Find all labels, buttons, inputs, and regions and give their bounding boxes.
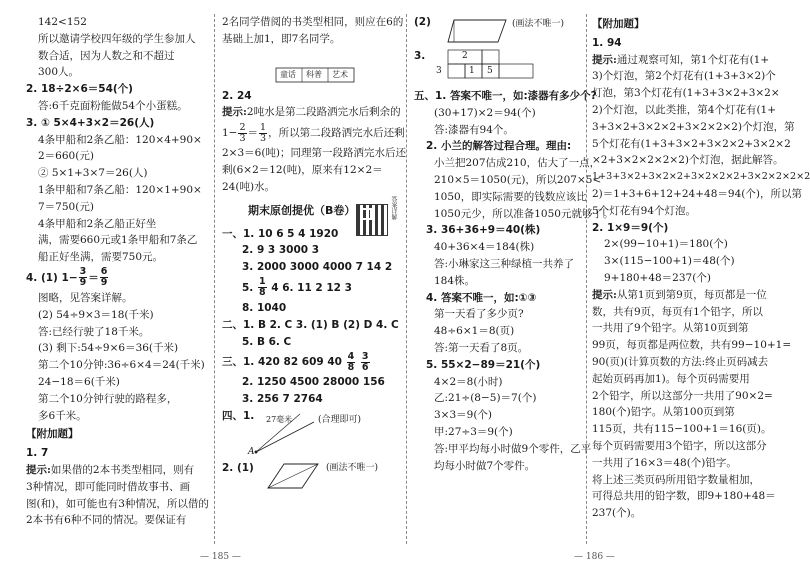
text-line: 第二个10分钟行驶的路程多， [38, 392, 178, 405]
qr-code-icon [356, 204, 388, 236]
section-heading: 【附加题】 [592, 18, 645, 30]
text-line: 1. 7 [26, 447, 49, 460]
text-line: 起始页码再加1)。每个页码需要用 [592, 372, 750, 385]
text-line: 180(个)铅字。从第100页到第 [592, 406, 735, 419]
text-line: 每个页码需要用3个铅字，所以这部分 [592, 439, 767, 452]
text-line: 3+3×2+3×2×2+3×2×2×2)个灯泡，第 [592, 120, 795, 133]
fraction-line: 4. (1) 1− $\frac{3}{9}$ ＝ $\frac{6}{9}$ [26, 266, 108, 289]
text-line: 答:已经行驶了18千米。 [38, 325, 150, 338]
text-line: 8. 1040 [242, 301, 287, 314]
text-line: 一共用了16×3＝48(个)铅字。 [592, 456, 737, 469]
venn-label: 科普 [306, 69, 322, 79]
text-line: ×2+3×2×2×2×2)个灯泡，据此解答。 [592, 154, 784, 167]
question-label: 2. (1) [222, 461, 254, 474]
text-line: (2) 54÷9×3＝18(千米) [38, 308, 154, 321]
view-figure [414, 48, 582, 88]
note-text: (画法不唯一) [326, 462, 379, 473]
text-line: 答:第一天看了8页。 [434, 341, 529, 354]
text-line: 小兰把207估成210，估大了一点， [434, 157, 601, 170]
text-line: 9+180+48＝237(个) [604, 271, 711, 284]
column-divider [214, 14, 215, 544]
text-line: 答:甲平均每小时做9个零件，乙平 [434, 442, 592, 455]
text-line: 7＝750(元) [38, 200, 94, 213]
text-line: 237(个)。 [592, 507, 642, 520]
text-line: 4×2＝8(小时) [434, 375, 503, 388]
text-line: 48÷6×1＝8(页) [434, 325, 515, 338]
text-line: 3. 2000 3000 4000 7 14 2 [242, 261, 393, 274]
text-line: 99页，每页都是两位数，共有99−10+1= [592, 339, 792, 352]
text-line: 2本书有6种不同的情况。要保证有 [26, 514, 187, 527]
fraction-line: 5. $\frac{1}{8}$ 4 6. 11 2 12 3 [242, 276, 352, 299]
answer-column-1: 142<152 所以邀请学校四年级的学生参加人 数合适，因为人数之和不超过 300人。 2. 18÷2×6＝54(个) 答:6千克面粉能做54个小蛋糕。 3. ① 5×4+3×2＝26(人) 4条甲船和2条乙船：120×4+90× 2＝660(元) ② 5×1+3×7＝26(人) 1条甲船和7条乙船：120×1+90× 7＝750(元) 4条甲船和2条乙船正好坐 满，需要660元或1条甲船和7条乙 船正好坐满，需要750元。 4. (1) 1− $\frac{3}{9}$ ＝ $\frac{6}{9}$ 图略，见答案详解。 (2) 54÷9×3＝18(千米) 答:已经行驶了18千米。 (3) 剩下:54÷9×6＝36(千米) 第二个10分钟:36÷6×4＝24(千米) 24−18＝6(千米) 第二个10分钟行驶的路程多， 多6千米。 【附加题】 1. 7 提示:如果借的2本书类型相同，则有 3种情况，即可能同时借故事书、画 图(和)，如可能也有3种情况，所以借的 2本书有6种不同的情况。要保证有 [26, 14, 210, 529]
text-line: 剩(6×2＝12(吨)，原来有12×2＝ [222, 163, 383, 176]
measure-label: 27毫米 [266, 414, 293, 424]
text-line: 第一天看了多少页? [434, 308, 524, 321]
fraction-line: 三、1. 420 82 609 40 $\frac{4}{8}$ $\frac{3}{6}$ [222, 350, 369, 373]
text-line: 甲:27÷3＝9(个) [434, 425, 513, 438]
text-line: 图(和)，如可能也有3种情况，所以借的 [26, 497, 209, 510]
text-line: 数合适，因为人数之和不超过 [38, 49, 175, 62]
fraction: $\frac{3}{6}$ [361, 350, 369, 373]
grid-number: 3 [436, 66, 442, 76]
text-line: 40+36×4＝184(株) [434, 241, 535, 254]
point-label: A [248, 446, 255, 457]
text-line: (3) 剩下:54÷9×6＝36(千米) [38, 342, 179, 355]
fraction: $\frac{4}{8}$ [347, 350, 355, 373]
venn-figure [222, 48, 398, 88]
text-line: 多6千米。 [38, 409, 87, 422]
text-line: 115页，共有115−100+1＝16(页)。 [592, 423, 772, 436]
text-line: 1050，即实际需要的钱数应该比 [434, 190, 587, 203]
text-line: 3. ① 5×4+3×2＝26(人) [26, 116, 155, 129]
column-divider [406, 14, 407, 544]
page-number-left: — 185 — [200, 552, 241, 562]
text-line: 2. 1×9＝9(个) [592, 221, 669, 234]
fraction: $\frac{1}{3}$ [260, 121, 267, 144]
fraction: $\frac{6}{9}$ [100, 266, 108, 289]
text-line: 5个灯花有(1+3+3×2+3×2×2+3×2×2 [592, 137, 791, 150]
text-line: 数，共有9页，每页有1个铅字，所以 [592, 305, 763, 318]
text-line: 3×3＝9(个) [434, 409, 493, 422]
text-line: 均每小时做7个零件。 [434, 459, 536, 472]
text-line: 3. 36+36+9＝40(株) [426, 224, 541, 237]
grid-number: 1 [469, 66, 475, 76]
text-line: 2. 1250 4500 28000 156 [242, 376, 385, 389]
text-line: 1050元少，所以准备1050元就够了。 [434, 207, 614, 220]
venn-label: 童话 [280, 69, 296, 79]
text-line: ② 5×1+3×7＝26(人) [38, 167, 148, 180]
trapezoid-shape [448, 20, 506, 42]
note-text: (合理即可) [318, 414, 362, 425]
text-line: 2. 18÷2×6＝54(个) [26, 83, 133, 96]
text-line: 2×3＝6(吨)；同理第一段路洒完水后还 [222, 147, 407, 160]
text-line: 2. 24 [222, 89, 252, 102]
text-line: 一、1. 10 6 5 4 1920 [222, 227, 339, 240]
note-text: (画法不唯一) [512, 19, 565, 29]
fraction: $\frac{2}{3}$ [239, 121, 246, 144]
text-line: 第二个10分钟:36÷6×4＝24(千米) [38, 359, 205, 372]
fraction: $\frac{1}{8}$ [258, 276, 266, 299]
text-line: 五、1. 答案不唯一，如:漆器有多少个? [414, 90, 597, 102]
text-line: 5. B 6. C [242, 335, 292, 348]
text-line: 5个灯花有94个灯泡。 [592, 204, 697, 217]
text-line: 2名同学借阅的书类型相同，则应在6的 [222, 16, 404, 28]
text-line: 2. 小兰的解答过程合理。理由: [426, 140, 572, 153]
grid-number: 5 [487, 66, 493, 76]
grid-number: 2 [462, 51, 468, 61]
text-line: 4条甲船和2条乙船：120×4+90× [38, 133, 202, 146]
section-heading: 【附加题】 [26, 428, 79, 441]
text-line: 灯泡，第3个灯花有(1+3+3×2+3×2× [592, 87, 780, 100]
text-line: 满，需要660元或1条甲船和7条乙 [38, 234, 198, 247]
page-number-right: — 186 — [574, 552, 615, 562]
text-line: 5. 55×2−89＝21(个) [426, 358, 541, 371]
text-line: 24(吨)水。 [222, 180, 276, 193]
text-line: 图略，见答案详解。 [38, 291, 133, 304]
fraction-line: 1− $\frac{2}{3}$ ＝ $\frac{1}{3}$ ，所以第二段路洒完水后还剩 [222, 121, 405, 144]
text-line: 2. 9 3 3000 3 [242, 244, 320, 257]
venn-diagram [222, 48, 398, 88]
text-line: 142<152 [38, 16, 87, 28]
question-label: 3. [414, 50, 426, 62]
trapezoid-figure [414, 14, 582, 48]
text-line: 1+3+3×2+3×2×2+3×2×2×2+3×2×2×2×2 [592, 171, 810, 183]
answer-column-4: 【附加题】 1. 94 提示:通过观察可知，第1个灯花有(1+ 3)个灯泡，第2个灯花有(1+3+3×2)个 灯泡，第3个灯花有(1+3+3×2+3×2× 2)个灯泡，以此类推，第4个灯花有(1+ 3+3×2+3×2×2+3×2×2×2)个灯泡，第 5个灯花有(1+3+3×2+3×2×2+3×2×2 ×2+3×2×2×2×2)个灯泡，据此解答。 1+3+3×2+3×2×2+3×2×2×2+3×2×2×2×2 2)＝1+3+6+12+24+48＝94(个)，所以第 5个灯花有94个灯泡。 2. 1×9＝9(个) 2×(99−10+1)＝180(个) 3×(115−100+1)＝48(个) 9+180+48＝237(个) 提示:从第1页到第9页，每页都是一位 数，共有9页，每页有1个铅字，所以 一共用了9个铅字。从第10页到第 99页，每页都是两位数，共有99−10+1= 90(页)(计算页数的方法:终止页码减去 起始页码再加1)。每个页码需要用 2个铅字，所以这部分一共用了90×2= 180(个)铅字。从第100页到第 115页，共有115−100+1＝16(页)。 每个页码需要用3个铅字，所以这部分 一共用了16×3＝48(个)铅字。 将上述三类页码所用铅字数量相加， 可得总共用的铅字数，即9+180+48＝ 237(个)。 [592, 14, 784, 522]
parallelogram-figure [222, 460, 398, 494]
text-line: 3)个灯泡，第2个灯花有(1+3+3×2)个 [592, 70, 776, 83]
text-line: 一共用了9个铅字。从第10页到第 [592, 322, 749, 335]
text-line: 4. 答案不唯一，如:①③ [426, 291, 537, 304]
text-line: 3. 256 7 2764 [242, 393, 323, 406]
text-line: 2)＝1+3+6+12+24+48＝94(个)，所以第 [592, 187, 802, 200]
answer-column-2: 2名同学借阅的书类型相同，则应在6的 基础上加1，即7名同学。 童话 科普 艺术 2. 24 提示:2吨水是第二段路洒完水后剩余的 1− $\frac{2}{3}$ ＝ $\frac{1}{3}$ ，所以第二段路洒完水后还剩 2×3＝6(吨)；同理第一段路洒完水后还 剩(6×2＝12(吨)，原来有12×2＝ 24(吨)水。 期末原创提优（B卷） 答案详解 一、1. 10 6 5 4 1920 2. 9 3 3000 3 3. 2000 3000 4000 7 14 2 5. $\frac{1}{8}$ 4 6. 11 2 12 3 8. 1040 二、1. B 2. C 3. (1) B (2) D 4. C 5. B 6. C 三、1. 420 82 609 40 $\frac{4}{8}$ $\frac{3}{6}$ 2. 1250 4500 28000 156 3. 256 7 2764 四、1. 27毫米 (合理即可) A 2. (1) (画法不唯一) [222, 14, 398, 494]
text-line: 2＝660(元) [38, 150, 94, 163]
ray-figure [222, 408, 398, 460]
text-line: 答:小琳家这三种绿植一共养了 [434, 257, 575, 270]
text-line: 1. 94 [592, 36, 622, 49]
text-line: 1条甲船和7条乙船：120×1+90× [38, 183, 202, 196]
text-line: 将上述三类页码所用铅字数量相加， [592, 473, 760, 486]
text-line: 24−18＝6(千米) [38, 375, 120, 388]
text-line: 2)个灯泡，以此类推，第4个灯花有(1+ [592, 103, 777, 116]
text-line: 答:漆器有94个。 [434, 123, 514, 136]
exam-title: 期末原创提优（B卷） [248, 203, 356, 217]
qr-caption: 答案详解 [390, 195, 397, 220]
text-line: 二、1. B 2. C 3. (1) B (2) D 4. C [222, 318, 399, 331]
text-line: 4条甲船和2条乙船正好坐 [38, 217, 157, 230]
venn-label: 艺术 [332, 69, 348, 79]
text-line: 基础上加1，即7名同学。 [222, 32, 341, 45]
fraction: $\frac{3}{9}$ [79, 266, 87, 289]
text-line: 210×5＝1050(元)，所以207×5< [434, 173, 602, 186]
text-line: 2个铅字，所以这部分一共用了90×2= [592, 389, 773, 402]
text-line: 可得总共用的铅字数，即9+180+48＝ [592, 490, 776, 503]
text-line: 船正好坐满，需要750元。 [38, 251, 164, 264]
text-line: 90(页)(计算页数的方法:终止页码减去 [592, 355, 769, 368]
text-line: 3种情况，即可能同时借故事书、画 [26, 480, 191, 493]
text-line: (30+17)×2＝94(个) [434, 106, 536, 119]
question-label: (2) [414, 16, 431, 28]
text-line: 3×(115−100+1)＝48(个) [604, 255, 735, 268]
text-line: 184株。 [434, 274, 476, 287]
text-line: 300人。 [38, 66, 80, 79]
text-line: 2×(99−10+1)＝180(个) [604, 238, 728, 251]
text-line: 所以邀请学校四年级的学生参加人 [38, 32, 196, 45]
text-line: 乙:21÷(8−5)＝7(个) [434, 392, 537, 405]
text-line: 答:6千克面粉能做54个小蛋糕。 [38, 99, 188, 112]
question-label: 四、1. [222, 409, 255, 422]
